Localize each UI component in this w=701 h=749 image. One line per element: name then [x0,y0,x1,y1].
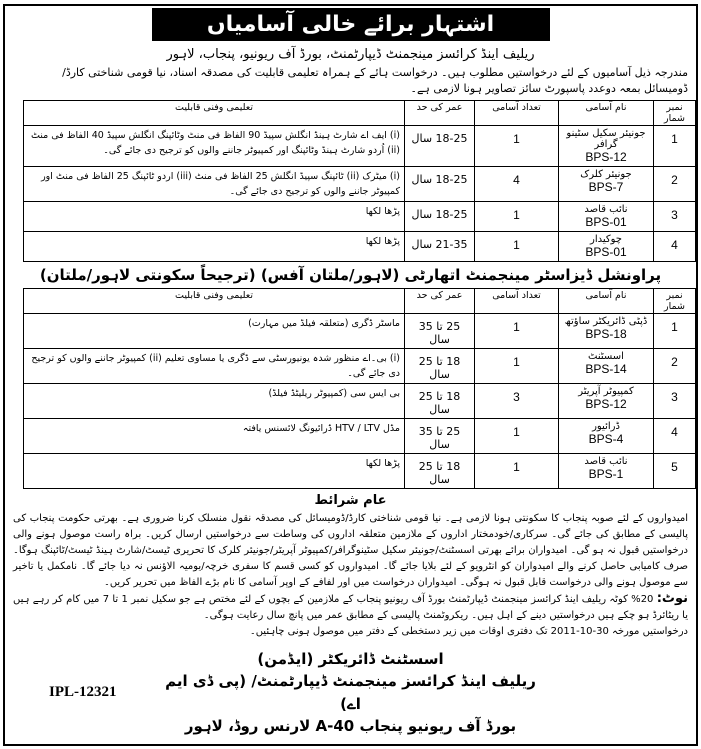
header-post: نام آسامی [559,289,654,314]
age-limit: 18 تا 25 سال [405,384,475,419]
serial: 5 [654,454,696,489]
table-row [24,419,696,454]
age-limit: 18 تا 25 سال [405,454,475,489]
ad-title: اشتہار برائے خالی آسامیاں [152,8,550,41]
footer-department: ریلیف اینڈ کرائسز مینجمنٹ ڈیپارٹمنٹ/ (پی ڈی ایم اے) [165,672,536,713]
department-name: ریلیف اینڈ کرائسز مینجمنٹ ڈیپارٹمنٹ، بورڈ آف ریونیو، پنجاب، لاہور [166,47,535,62]
count: 1 [475,314,559,349]
vacancies-table-1 [23,100,696,262]
qualification: (i) بی۔اے منظور شدہ یونیورسٹی سے ڈگری یا مساوی تعلیم (ii) کمپیوٹر جاننے والوں کو ترجیح دی جائے گی۔ [24,349,405,384]
intro-line-2: ڈومیسائل بمعہ دوعدد پاسپورٹ سائز تصاویر ہونا لازمی ہے۔ [410,82,688,95]
count: 4 [475,166,559,201]
post [559,166,654,201]
conditions-text: امیدواروں کے لئے صوبہ پنجاب کا سکونتی ہونا لازمی ہے۔ نیا قومی شناختی کارڈ/ڈومیسائل کی مصدقہ نقول منسلک کرنا ضروری ہے۔ بھرتی حکومت پنجاب کی پالیسی کے مطابق کی جائے گی۔ سرکاری/خودمختار اداروں کے ملازمین متعلقہ اداروں کی وساطت سے درخواستیں ارسال کریں۔ براہ راست موصول ہونے والی درخواستیں قبول نہ ہو گی۔ امیدواران برائے بھرتی اسسٹنٹ/جونیئر سکیل سٹینوگرافر/کمپیوٹر آپریٹر/جونیئر کلرک کا تحریری ٹیسٹ/شارٹ ہینڈ ٹیسٹ/ٹائپنگ ہوگا۔ صرف کامیابی حاصل کرنے والے امیدواران کو انٹرویو کے لئے بلایا جائے گا۔ امیدواروں کو کسی قسم کا سفری خرچہ/یومیہ الاؤنس نہ دیا جائے گا۔ نامکمل یا تاخیر سے موصول ہونے والی درخواست قابل قبول نہ ہوگی۔ امیدواران درخواست میں اور لفافے کے اوپر آسامی کا نام بڑے الفاظ میں تحریر کریں۔ [13,512,688,588]
advertisement-border [3,4,698,746]
serial: 3 [654,201,696,231]
serial: 1 [654,314,696,349]
footer-address: بورڈ آف ریونیو پنجاب A-40 لارنس روڈ، لاہور [184,717,517,735]
bps: BPS-12 [585,397,627,411]
post [559,454,654,489]
count: 1 [475,231,559,261]
post-name: ڈرائیور [592,421,620,432]
qualification: (i) میٹرک (ii) ٹائپنگ سپیڈ انگلش 25 الفاظ فی منٹ (iii) اردو ٹائپنگ 25 الفاظ فی منٹ اور کمپیوٹر جاننے والوں کو ترجیح دی جائے گی۔ [24,166,405,201]
qualification: مڈل HTV / LTV ڈرائیونگ لائسنس یافتہ [24,419,405,454]
age-limit: 18 تا 25 سال [405,349,475,384]
ipl-code: IPL-12321 [49,684,117,700]
footer-row [9,670,692,715]
serial: 3 [654,384,696,419]
bps: BPS-7 [588,179,624,194]
post [559,349,654,384]
count: 1 [475,125,559,166]
post [559,201,654,231]
table-row [24,166,696,201]
bps: BPS-01 [585,214,627,229]
bps: BPS-14 [585,362,627,376]
serial: 2 [654,166,696,201]
count: 1 [475,419,559,454]
age-limit: 25 تا 35 سال [405,314,475,349]
header-qualification: تعلیمی وفنی قابلیت [24,289,405,314]
intro-line-1: مندرجہ ذیل آسامیوں کے لئے درخواستیں مطلوب ہیں۔ درخواست ہائے کے ہمراہ تعلیمی قابلیت کی مصدقہ اسناد، نیا قومی شناختی کارڈ/ [62,65,688,79]
header-serial: نمبر شمار [654,289,696,314]
age-limit: 18-25 سال [405,125,475,166]
post-name: اسسٹنٹ [588,351,624,362]
table-row [24,314,696,349]
section-2-title: پراونشل ڈیزاسٹر مینجمنٹ اتھارٹی (لاہور/ملتان آفس) (ترجیحاً سکونتی لاہور/ملتان) [39,265,662,284]
post [559,384,654,419]
post-name: ڈپٹی ڈائریکٹر ساؤتھ [564,316,648,327]
bps: BPS-1 [588,467,624,481]
post-name: کمپیوٹر آپریٹر [578,386,634,397]
table-row [24,231,696,261]
age-limit: 18-25 سال [405,201,475,231]
qualification: (i) ایف اے شارٹ ہینڈ انگلش سپیڈ 90 الفاظ فی منٹ وٹائپنگ انگلش سپیڈ 40 الفاظ فی منٹ (ii) اُردو شارٹ ہینڈ وٹائپنگ اور کمپیوٹر جاننے والوں کو ترجیح دی جائے گی۔ [24,125,405,166]
post-name: جونیئر کلرک [580,168,632,180]
serial: 4 [654,419,696,454]
qualification: پڑھا لکھا [24,454,405,489]
table-row [24,384,696,419]
note-label: نوٹ: [656,590,688,606]
vacancies-table-2 [23,288,696,489]
bps: BPS-18 [585,327,627,341]
qualification: ماسٹر ڈگری (متعلقہ فیلڈ میں مہارت) [24,314,405,349]
signatory: اسسٹنٹ ڈائریکٹر (ایڈمن) [257,649,444,668]
table-row [24,201,696,231]
post [559,314,654,349]
header-count: تعداد آسامی [475,100,559,125]
header-count: تعداد آسامی [475,289,559,314]
general-conditions [9,511,692,640]
count: 1 [475,201,559,231]
bps: BPS-4 [588,432,624,446]
age-limit: 18-25 سال [405,166,475,201]
qualification: بی ایس سی (کمپیوٹر ریلیٹڈ فیلڈ) [24,384,405,419]
age-limit: 21-35 سال [405,231,475,261]
serial: 1 [654,125,696,166]
header-serial: نمبر شمار [654,100,696,125]
note-text: 20% کوٹہ ریلیف اینڈ کرائسز مینجمنٹ ڈیپارٹمنٹ بورڈ آف ریونیو پنجاب کے ملازمین کے بچوں کے لئے مختص ہے جو سکیل نمبر 1 تا 7 میں کام کر رہے ہیں یا ریٹائرڈ ہو چکے ہیں درخواستیں دینے کے اہل ہیں۔ ریکروٹمنٹ پالیسی کے مطابق عمر میں پانچ سال رعایت ہوگی۔ [13,593,688,621]
serial: 2 [654,349,696,384]
serial: 4 [654,231,696,261]
post [559,419,654,454]
table-row [24,454,696,489]
count: 1 [475,349,559,384]
bps: BPS-01 [585,244,627,259]
header-post: نام آسامی [559,100,654,125]
post-name: چوکیدار [590,233,622,245]
post [559,231,654,261]
post [559,125,654,166]
deadline-text: درخواستیں مورخہ 30-10-2011 تک دفتری اوقات میں زیر دستخطی کے دفتر میں موصول ہونی چاہئیں۔ [249,625,688,637]
count: 1 [475,454,559,489]
header-qualification: تعلیمی وفنی قابلیت [24,100,405,125]
qualification: پڑھا لکھا [24,231,405,261]
post-name: نائب قاصد [584,456,628,467]
note [13,591,688,624]
bps: BPS-12 [585,149,627,164]
post-name: نائب قاصد [584,203,628,215]
table-row [24,349,696,384]
table-header [24,100,696,125]
header-age: عمر کی حد [405,289,475,314]
age-limit: 25 تا 35 سال [405,419,475,454]
post-name: جونیئر سکیل سٹینو گرافر [566,127,646,150]
conditions-title: عام شرائط [314,493,387,508]
qualification: پڑھا لکھا [24,201,405,231]
table-header [24,289,696,314]
header-age: عمر کی حد [405,100,475,125]
count: 3 [475,384,559,419]
table-row [24,125,696,166]
